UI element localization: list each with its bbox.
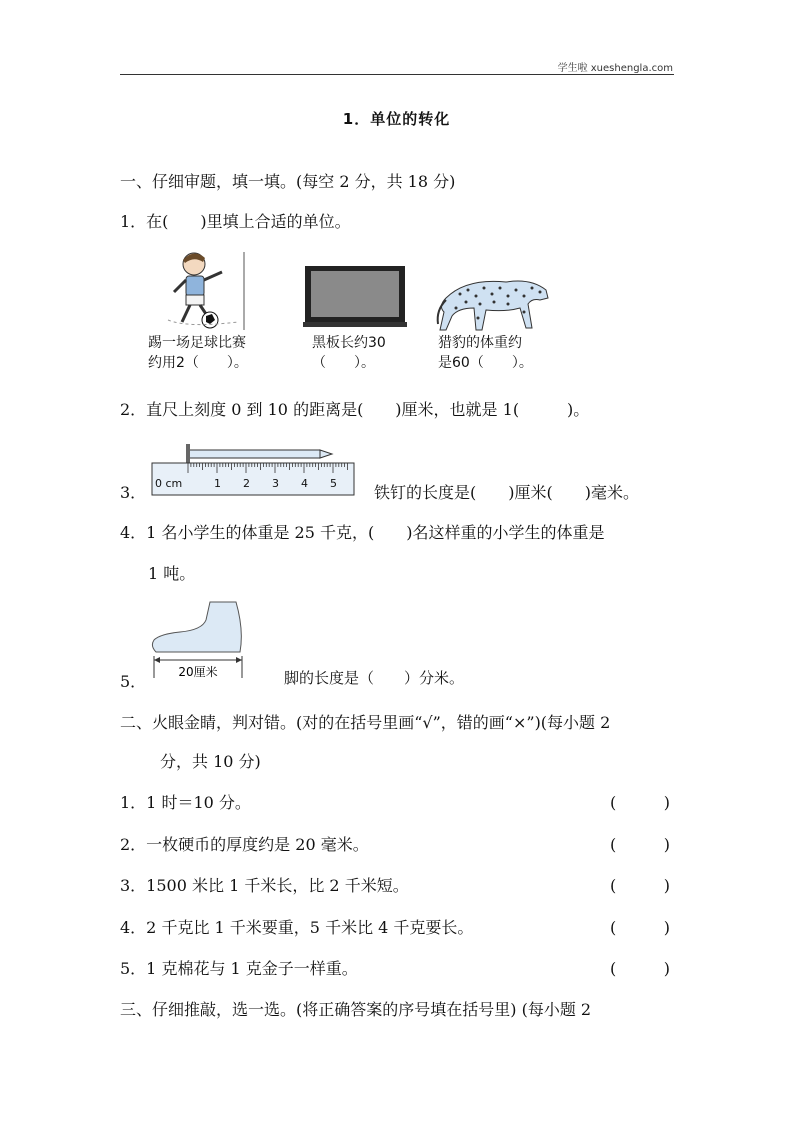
- judge-item-2: 2．一枚硬币的厚度约是 20 毫米。: [120, 835, 369, 854]
- header-rule: [120, 74, 674, 75]
- section-1-heading: 一、仔细审题，填一填。(每空 2 分，共 18 分): [120, 172, 456, 191]
- caption-soccer-line2: 约用2（ ）。: [148, 355, 248, 371]
- bracket-open: (: [610, 959, 617, 978]
- ruler-label-5: 5: [330, 477, 337, 490]
- foot-length-label: 20厘米: [178, 665, 218, 679]
- section-3-heading: 三、仔细推敲，选一选。(将正确答案的序号填在括号里) (每小题 2: [120, 1000, 592, 1019]
- judge-item-3: 3．1500 米比 1 千米长，比 2 千米短。: [120, 876, 409, 895]
- answer-bracket-3[interactable]: [610, 876, 670, 895]
- blackboard-illustration: [303, 264, 409, 330]
- answer-bracket-5[interactable]: [610, 959, 670, 978]
- caption-blackboard-line2: （ ）。: [312, 355, 375, 371]
- question-1-1: 1．在( )里填上合适的单位。: [120, 212, 351, 231]
- bracket-close: ): [663, 918, 670, 937]
- answer-bracket-4[interactable]: [610, 918, 670, 937]
- judge-item-1: 1．1 时＝10 分。: [120, 793, 251, 812]
- bracket-close: ): [663, 876, 670, 895]
- page-title: 1．单位的转化: [342, 110, 451, 128]
- bracket-open: (: [610, 876, 617, 895]
- ruler-label-0: 0 cm: [155, 477, 183, 490]
- bracket-open: (: [610, 835, 617, 854]
- question-1-2: 2．直尺上刻度 0 到 10 的距离是( )厘米，也就是 1( )。: [120, 400, 590, 419]
- judge-item-5: 5．1 克棉花与 1 克金子一样重。: [120, 959, 358, 978]
- section-2-heading-line2: 分，共 10 分): [160, 752, 261, 771]
- bracket-close: ): [663, 793, 670, 812]
- ruler-with-nail: [150, 438, 356, 500]
- question-1-4-line1: 4．1 名小学生的体重是 25 千克，( )名这样重的小学生的体重是: [120, 523, 605, 542]
- site-watermark: 学生啦 xueshengla.com: [557, 63, 673, 74]
- ruler-label-1: 1: [214, 477, 221, 490]
- bracket-close: ): [663, 959, 670, 978]
- cheetah-illustration: [436, 268, 554, 334]
- bracket-open: (: [610, 918, 617, 937]
- answer-bracket-1[interactable]: [610, 793, 670, 812]
- answer-bracket-2[interactable]: [610, 835, 670, 854]
- caption-cheetah-line2: 是60（ ）。: [438, 355, 533, 371]
- caption-soccer-line1: 踢一场足球比赛: [148, 335, 246, 351]
- question-1-5: 脚的长度是（ ）分米。: [284, 669, 465, 687]
- caption-blackboard-line1: 黑板长约30: [312, 335, 386, 351]
- judge-item-4: 4．2 千克比 1 千米要重，5 千米比 4 千克要长。: [120, 918, 474, 937]
- ruler-label-4: 4: [301, 477, 308, 490]
- foot-illustration: [150, 600, 250, 686]
- section-2-heading-line1: 二、火眼金睛，判对错。(对的在括号里画“√”，错的画“×”)(每小题 2: [120, 713, 611, 732]
- ruler-label-3: 3: [272, 477, 279, 490]
- question-1-4-line2: 1 吨。: [148, 564, 196, 583]
- bracket-close: ): [663, 835, 670, 854]
- soccer-boy-illustration: [148, 250, 258, 332]
- bracket-open: (: [610, 793, 617, 812]
- question-1-3-number: 3．: [120, 483, 147, 502]
- ruler-label-2: 2: [243, 477, 250, 490]
- question-1-5-number: 5．: [120, 672, 147, 691]
- question-1-3: 铁钉的长度是( )厘米( )毫米。: [374, 483, 639, 502]
- caption-cheetah-line1: 猎豹的体重约: [438, 335, 522, 351]
